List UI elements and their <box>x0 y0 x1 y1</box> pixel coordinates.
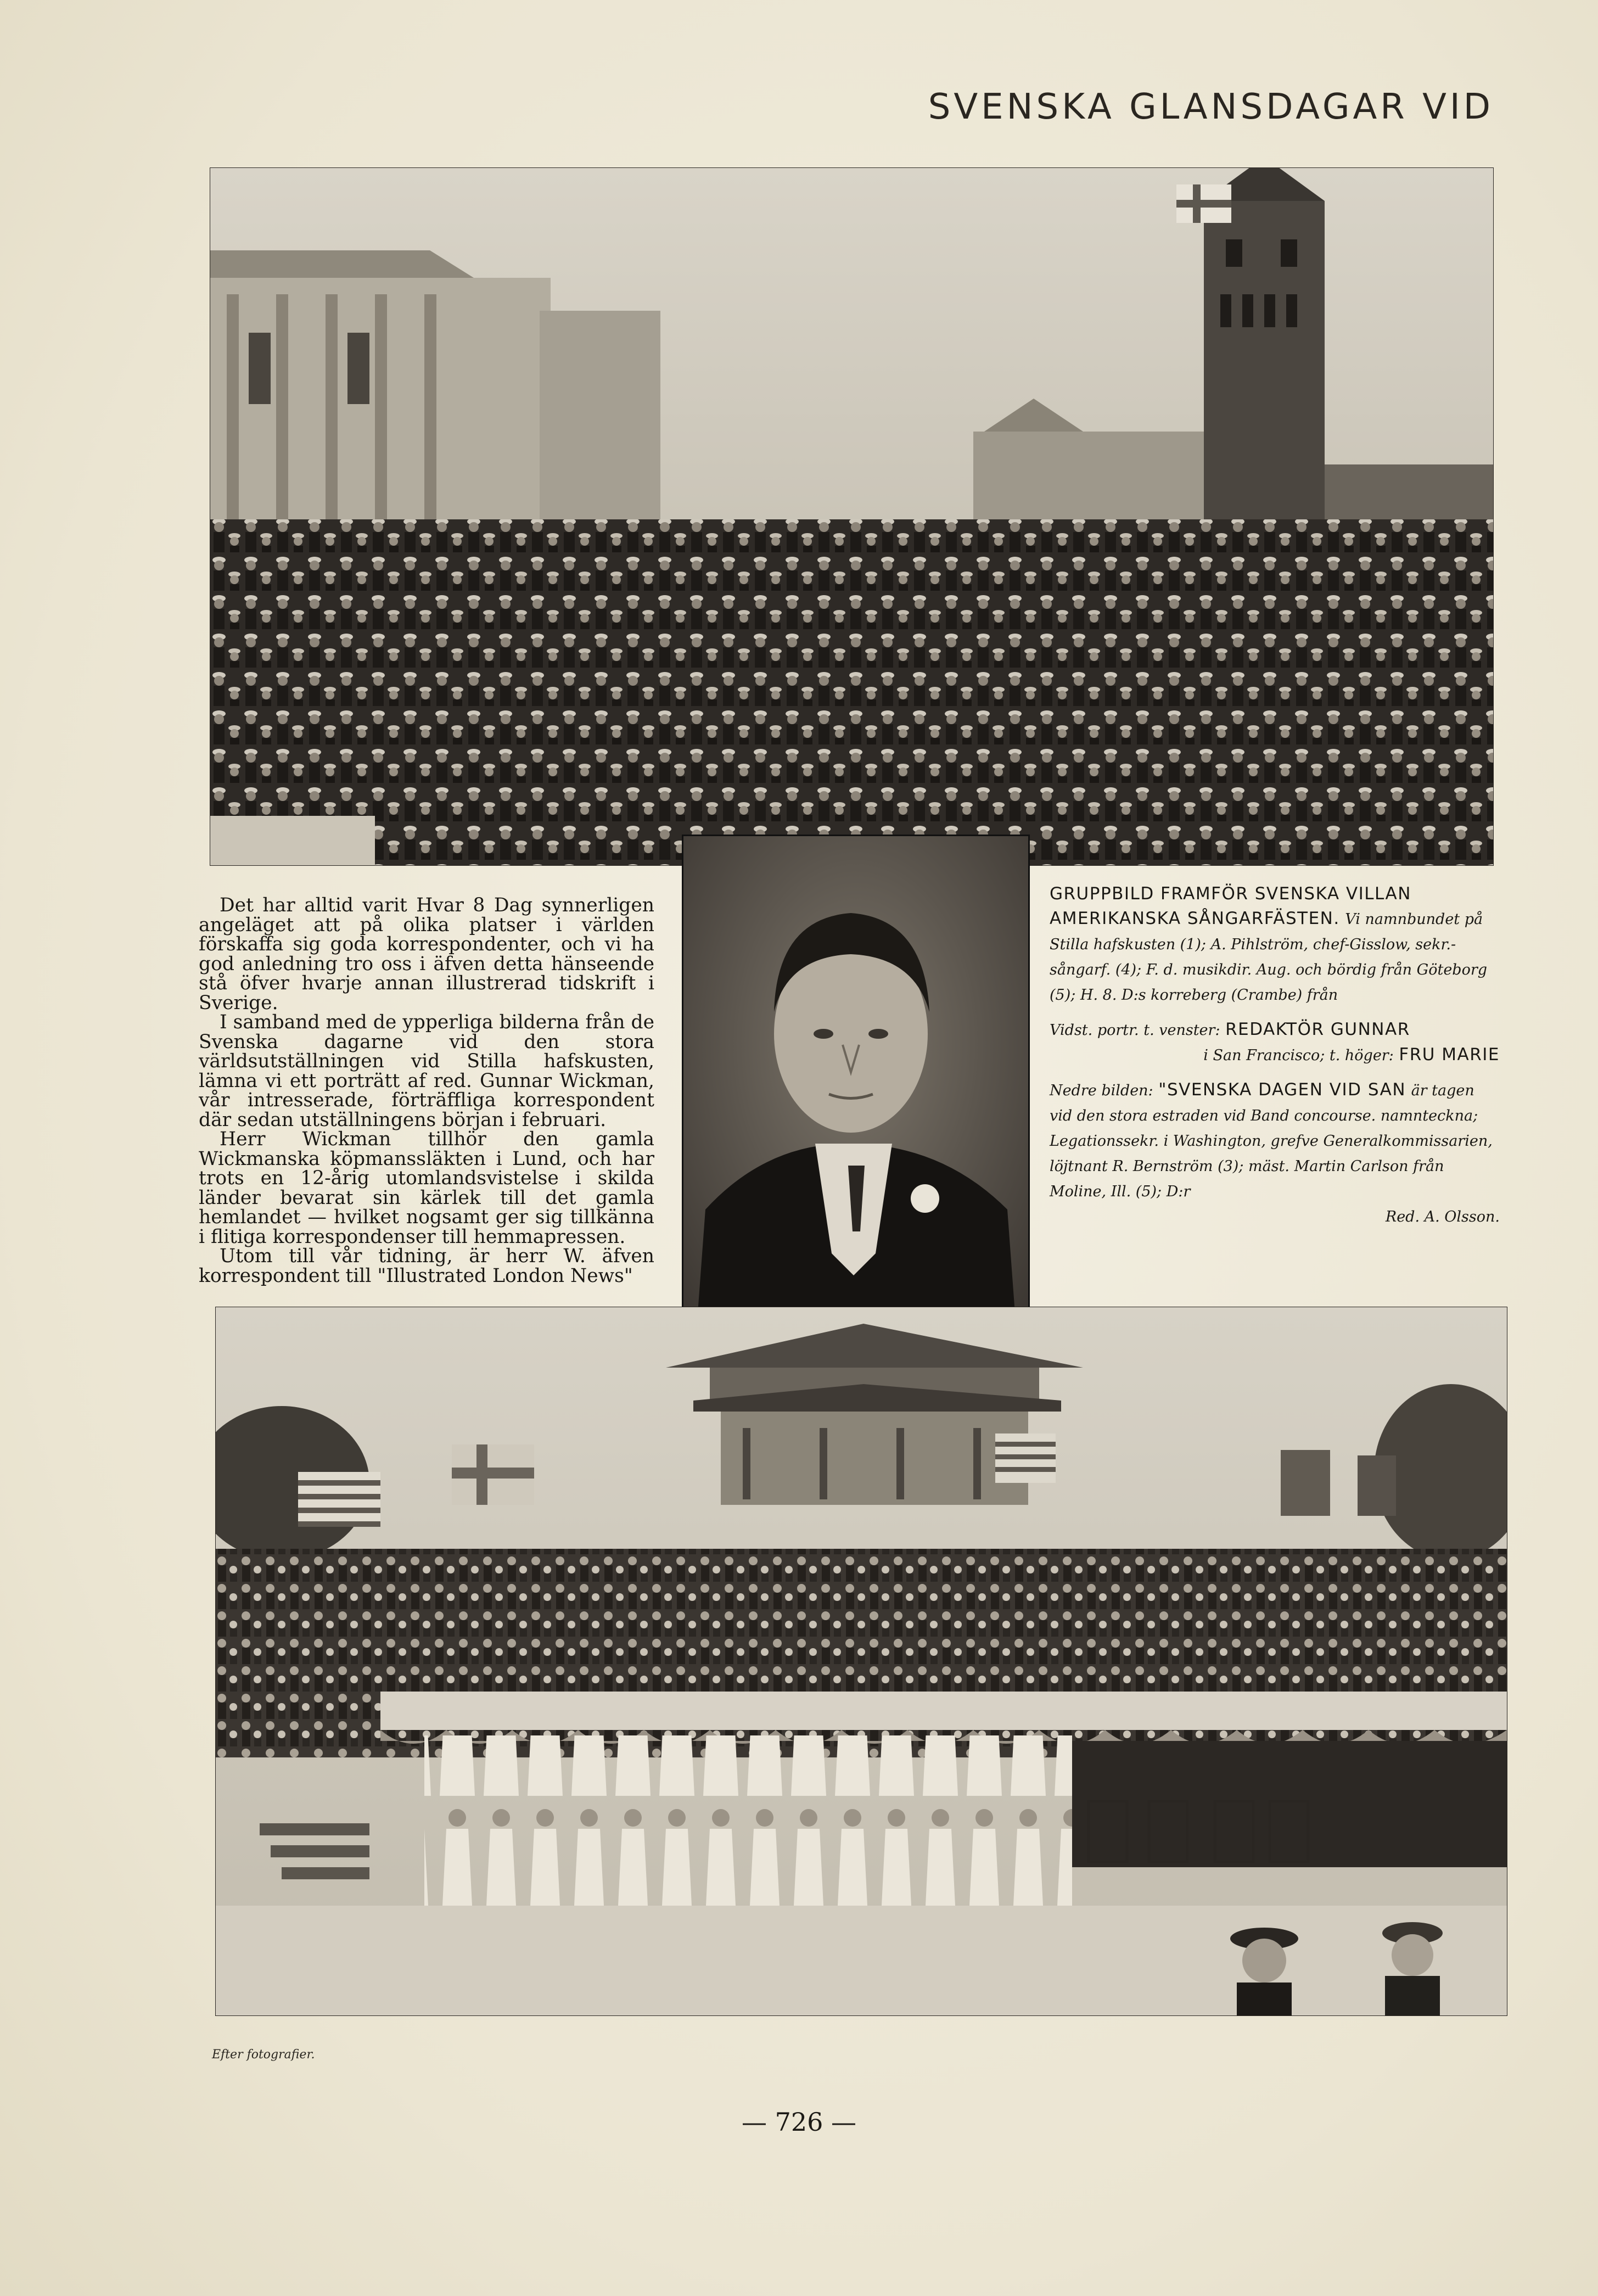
caption-heading: GRUPPBILD FRAMFÖR SVENSKA VILLAN AMERIKANSKA SÅNGARFÄSTEN. <box>1050 884 1411 928</box>
photo-captions <box>1050 882 1500 1229</box>
paragraph: Det har alltid varit Hvar 8 Dag synnerligen angeläget att på olika platser i världen förskaffa sig goda korrespondenter, och vi ha god anledning tro oss i äfven detta hänseende stå öfver hvarje annan illustrerad tidskrift i Sverige. <box>199 894 654 1014</box>
caption-label: Nedre bilden: <box>1050 1082 1153 1099</box>
paragraph: Utom till vår tidning, är herr W. äfven korrespondent till "Illustrated London News" <box>199 1245 654 1287</box>
page-header: SVENSKA GLANSDAGAR VID <box>928 87 1494 127</box>
caption-text: Vi namnbundet på Stilla hafskusten (1); A. Pihlström, chef-Gisslow, sekr.-sångarf. (4); F. d. musikdir. Aug. och bördig från Göteborg (5); H. 8. D:s korreberg (Crambe) från <box>1050 911 1488 1004</box>
swedish-day-stage-photo <box>215 1307 1507 2016</box>
paragraph: I samband med de ypperliga bilderna från de Svenska dagarne vid den stora världsutställningen vid Stilla hafskusten, lämna vi ett porträtt af red. Gunnar Wickman, vår intresserade, förträffliga korrespondent där sedan utställningens början i februari. <box>199 1011 654 1131</box>
caption-name: FRU MARIE <box>1399 1045 1500 1065</box>
article-body <box>199 896 654 1286</box>
photo-credit: Efter fotografier. <box>212 2048 315 2062</box>
caption-heading: "SVENSKA DAGEN VID SAN <box>1158 1080 1406 1100</box>
portrait-photo <box>682 835 1030 1359</box>
caption-name: REDAKTÖR GUNNAR <box>1225 1020 1410 1039</box>
group-photo-swedish-villa <box>210 167 1494 866</box>
caption-label: i San Francisco; t. höger: <box>1203 1047 1394 1064</box>
caption-label: Vidst. portr. t. venster: <box>1050 1022 1220 1039</box>
page-number: — 726 — <box>741 2107 857 2137</box>
paragraph: Herr Wickman tillhör den gamla Wickmanska köpmanssläkten i Lund, och har trots en 12-årig utomlandsvistelse i skilda länder bevarat sin kärlek till det gamla hemlandet — hvilket nogsamt ger sig tillkänna i flitiga korrespondenser till hemmapressen. <box>199 1128 654 1248</box>
caption-text: är tagen vid den stora estraden vid Band concourse. namnteckna; Legationssekr. i Washington, grefve Generalkommissarien, löjtnant R. Bernström (3); mäst. Martin Carlson från Moline, Ill. (5); D:r <box>1050 1082 1493 1200</box>
caption-signature: Red. A. Olsson. <box>1385 1208 1500 1225</box>
